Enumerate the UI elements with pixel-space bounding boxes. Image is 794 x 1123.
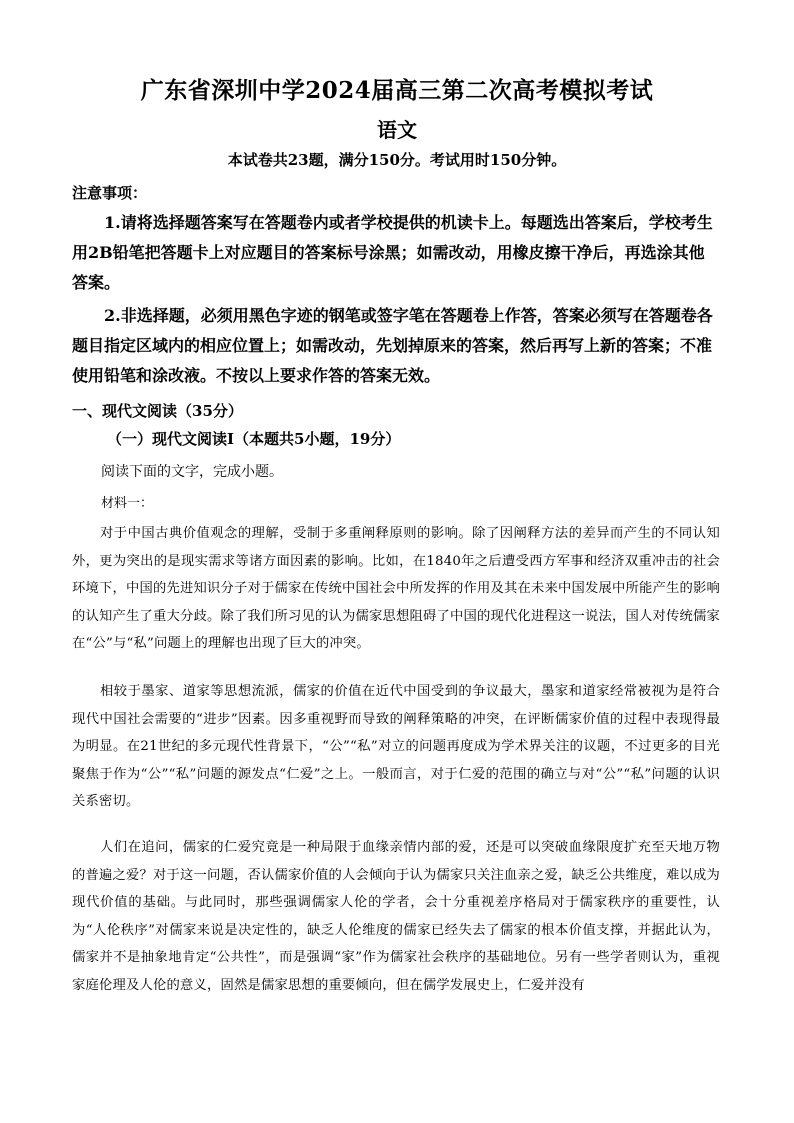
notice-item-1: 1.请将选择题答案写在答题卷内或者学校提供的机读卡上。每题选出答案后，学校考生用2B铅笔把答题卡上对应题目的答案标号涂黑；如需改动，用橡皮擦干净后，再选涂其他答案。: [72, 213, 713, 292]
exam-subject: 语文: [377, 118, 417, 142]
notice-heading: 注意事项：: [72, 184, 148, 202]
passage-paragraph-2: 相较于墨家、道家等思想流派，儒家的价值在近代中国受到的争议最大，墨家和道家经常被视为是符合现代中国社会需要的“进步”因素。因多重视野而导致的阐释策略的冲突，在评断儒家价值的过程中表现得最为明显。在21世纪的多元现代性背景下，“公”“私”对立的问题再度成为学术界关注的议题，不过更多的目光聚焦于作为“公”“私”问题的源发点“仁爱”之上。一般而言，对于仁爱的范围的确立与对“公”“私”问题的认识关系密切。: [72, 684, 720, 809]
exam-info: 本试卷共23题，满分150分。考试用时150分钟。: [227, 151, 567, 169]
subsection-heading: （一）现代文阅读Ⅰ（本题共5小题，19分）: [107, 430, 401, 448]
section-heading: 一、现代文阅读（35分）: [72, 402, 243, 420]
passage-paragraph-3: 人们在追问，儒家的仁爱究竟是一种局限于血缘亲情内部的爱，还是可以突破血缘限度扩充至天地万物的普遍之爱？对于这一问题，否认儒家价值的人会倾向于认为儒家只关注血亲之爱，缺乏公共维度，难以成为现代价值的基础。与此同时，那些强调儒家人伦的学者，会十分重视差序格局对于儒家秩序的重要性，认为“人伦秩序”对儒家来说是决定性的，缺乏人伦维度的儒家已经失去了儒家的根本价值支撑，并据此认为，儒家并不是抽象地肯定“公共性”，而是强调“家”作为儒家社会秩序的基础地位。另有一些学者则认为，重视家庭伦理及人伦的意义，固然是儒家思想的重要倾向，但在儒学发展史上，仁爱并没有: [72, 840, 720, 993]
material-label: 材料一：: [101, 496, 154, 511]
notice-item-2: 2.非选择题，必须用黑色字迹的钢笔或签字笔在答题卷上作答，答案必须写在答题卷各题目指定区域内的相应位置上；如需改动，先划掉原来的答案，然后再写上新的答案；不准使用铅笔和涂改液。不按以上要求作答的答案无效。: [72, 306, 713, 385]
reading-instruction: 阅读下面的文字，完成小题。: [101, 464, 283, 480]
exam-title: 广东省深圳中学2024届高三第二次高考模拟考试: [140, 77, 654, 104]
passage-paragraph-1: 对于中国古典价值观念的理解，受制于多重阐释原则的影响。除了因阐释方法的差异而产生的不同认知外，更为突出的是现实需求等诸方面因素的影响。比如，在1840年之后遭受西方军事和经济双重冲击的社会环境下，中国的先进知识分子对于儒家在传统中国社会中所发挥的作用及其在未来中国发展中所能产生的影响的认知产生了重大分歧。除了我们所习见的认为儒家思想阻碍了中国的现代化进程这一说法，国人对传统儒家在“公”与“私”问题上的理解也出现了巨大的冲突。: [72, 526, 720, 651]
